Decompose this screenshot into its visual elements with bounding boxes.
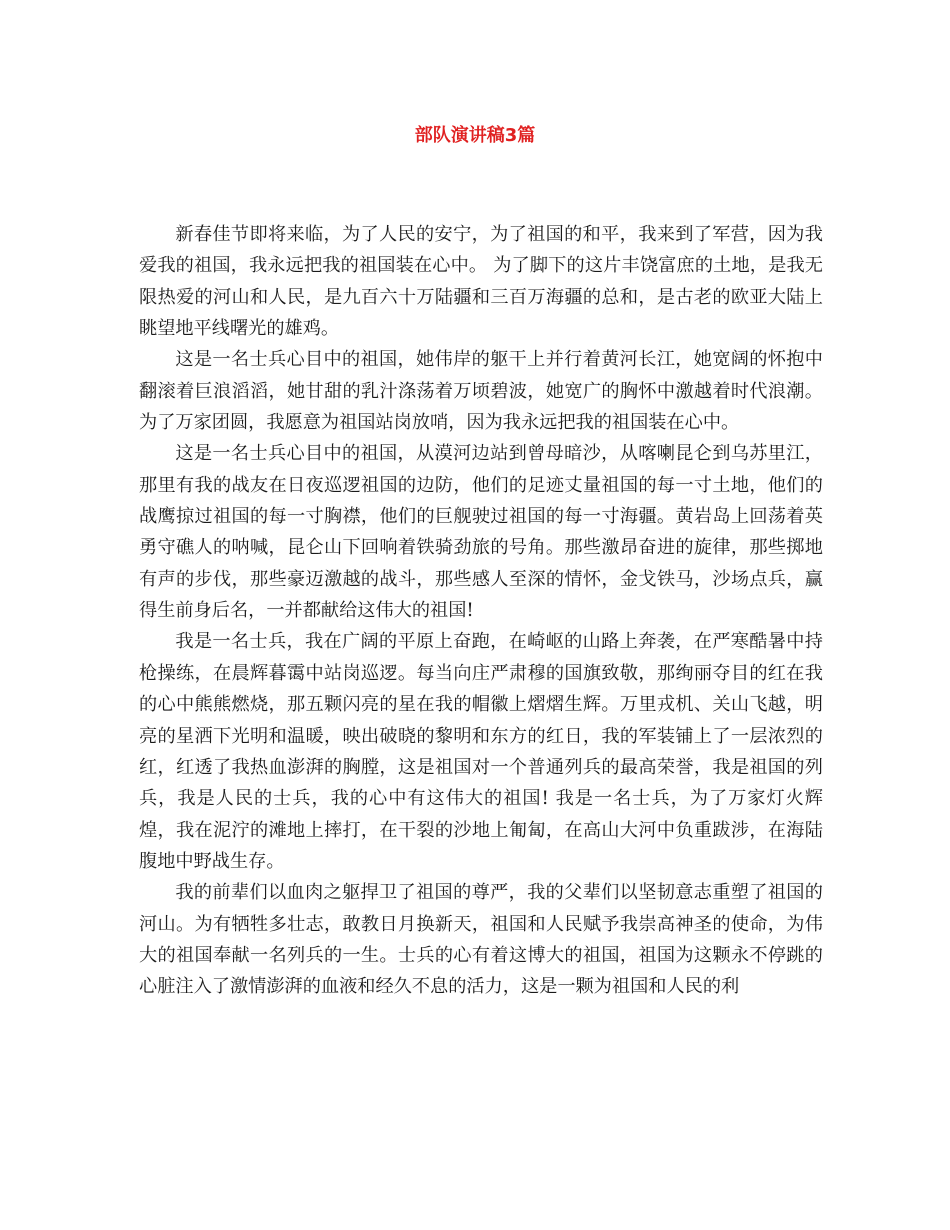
paragraph: 这是一名士兵心目中的祖国，从漠河边站到曾母暗沙，从喀喇昆仑到乌苏里江，那里有我的战友在日夜巡逻祖国的边防，他们的足迹丈量祖国的每一寸土地，他们的战鹰掠过祖国的每一寸胸襟，他们的巨舰驶过祖国的每一寸海疆。黄岩岛上回荡着英勇守礁人的呐喊，昆仑山下回响着铁骑劲旅的号角。那些激昂奋进的旋律，那些掷地有声的步伐，那些豪迈激越的战斗，那些感人至深的情怀，金戈铁马，沙场点兵，赢得生前身后名，一并都献给这伟大的祖国! xyxy=(139,443,823,622)
paragraph: 我是一名士兵，我在广阔的平原上奋跑，在崎岖的山路上奔袭，在严寒酷暑中持枪操练，在晨辉暮霭中站岗巡逻。每当向庄严肃穆的国旗致敬，那绚丽夺目的红在我的心中熊熊燃烧，那五颗闪亮的星在我的帽徽上熠熠生辉。万里戎机、关山飞越，明亮的星洒下光明和温暖，映出破晓的黎明和东方的红日，我的军装铺上了一层浓烈的红，红透了我热血澎湃的胸膛，这是祖国对一个普通列兵的最高荣誉，我是祖国的列兵，我是人民的士兵，我的心中有这伟大的祖国! 我是一名士兵，为了万家灯火辉煌，我在泥泞的滩地上摔打，在干裂的沙地上匍匐，在高山大河中负重跋涉，在海陆腹地中野战生存。 xyxy=(139,631,823,872)
paragraph: 这是一名士兵心目中的祖国，她伟岸的躯干上并行着黄河长江，她宽阔的怀抱中翻滚着巨浪滔滔，她甘甜的乳汁涤荡着万顷碧波，她宽广的胸怀中激越着时代浪潮。 为了万家团圆，我愿意为祖国站岗放哨，因为我永远把我的祖国装在心中。 xyxy=(139,349,823,434)
document-body xyxy=(139,219,823,1003)
paragraph: 我的前辈们以血肉之躯捍卫了祖国的尊严，我的父辈们以坚韧意志重塑了祖国的河山。为有牺牲多壮志，敢教日月换新天，祖国和人民赋予我崇高神圣的使命，为伟大的祖国奉献一名列兵的一生。士兵的心有着这博大的祖国，祖国为这颗永不停跳的心脏注入了激情澎湃的血液和经久不息的活力，这是一颗为祖国和人民的利 xyxy=(139,882,823,998)
paragraph: 新春佳节即将来临，为了人民的安宁，为了祖国的和平，我来到了军营，因为我爱我的祖国，我永远把我的祖国装在心中。 为了脚下的这片丰饶富庶的土地，是我无限热爱的河山和人民，是九百六十万陆疆和三百万海疆的总和，是古老的欧亚大陆上眺望地平线曙光的雄鸡。 xyxy=(139,224,823,340)
document-title: 部队演讲稿3篇 xyxy=(414,125,536,146)
